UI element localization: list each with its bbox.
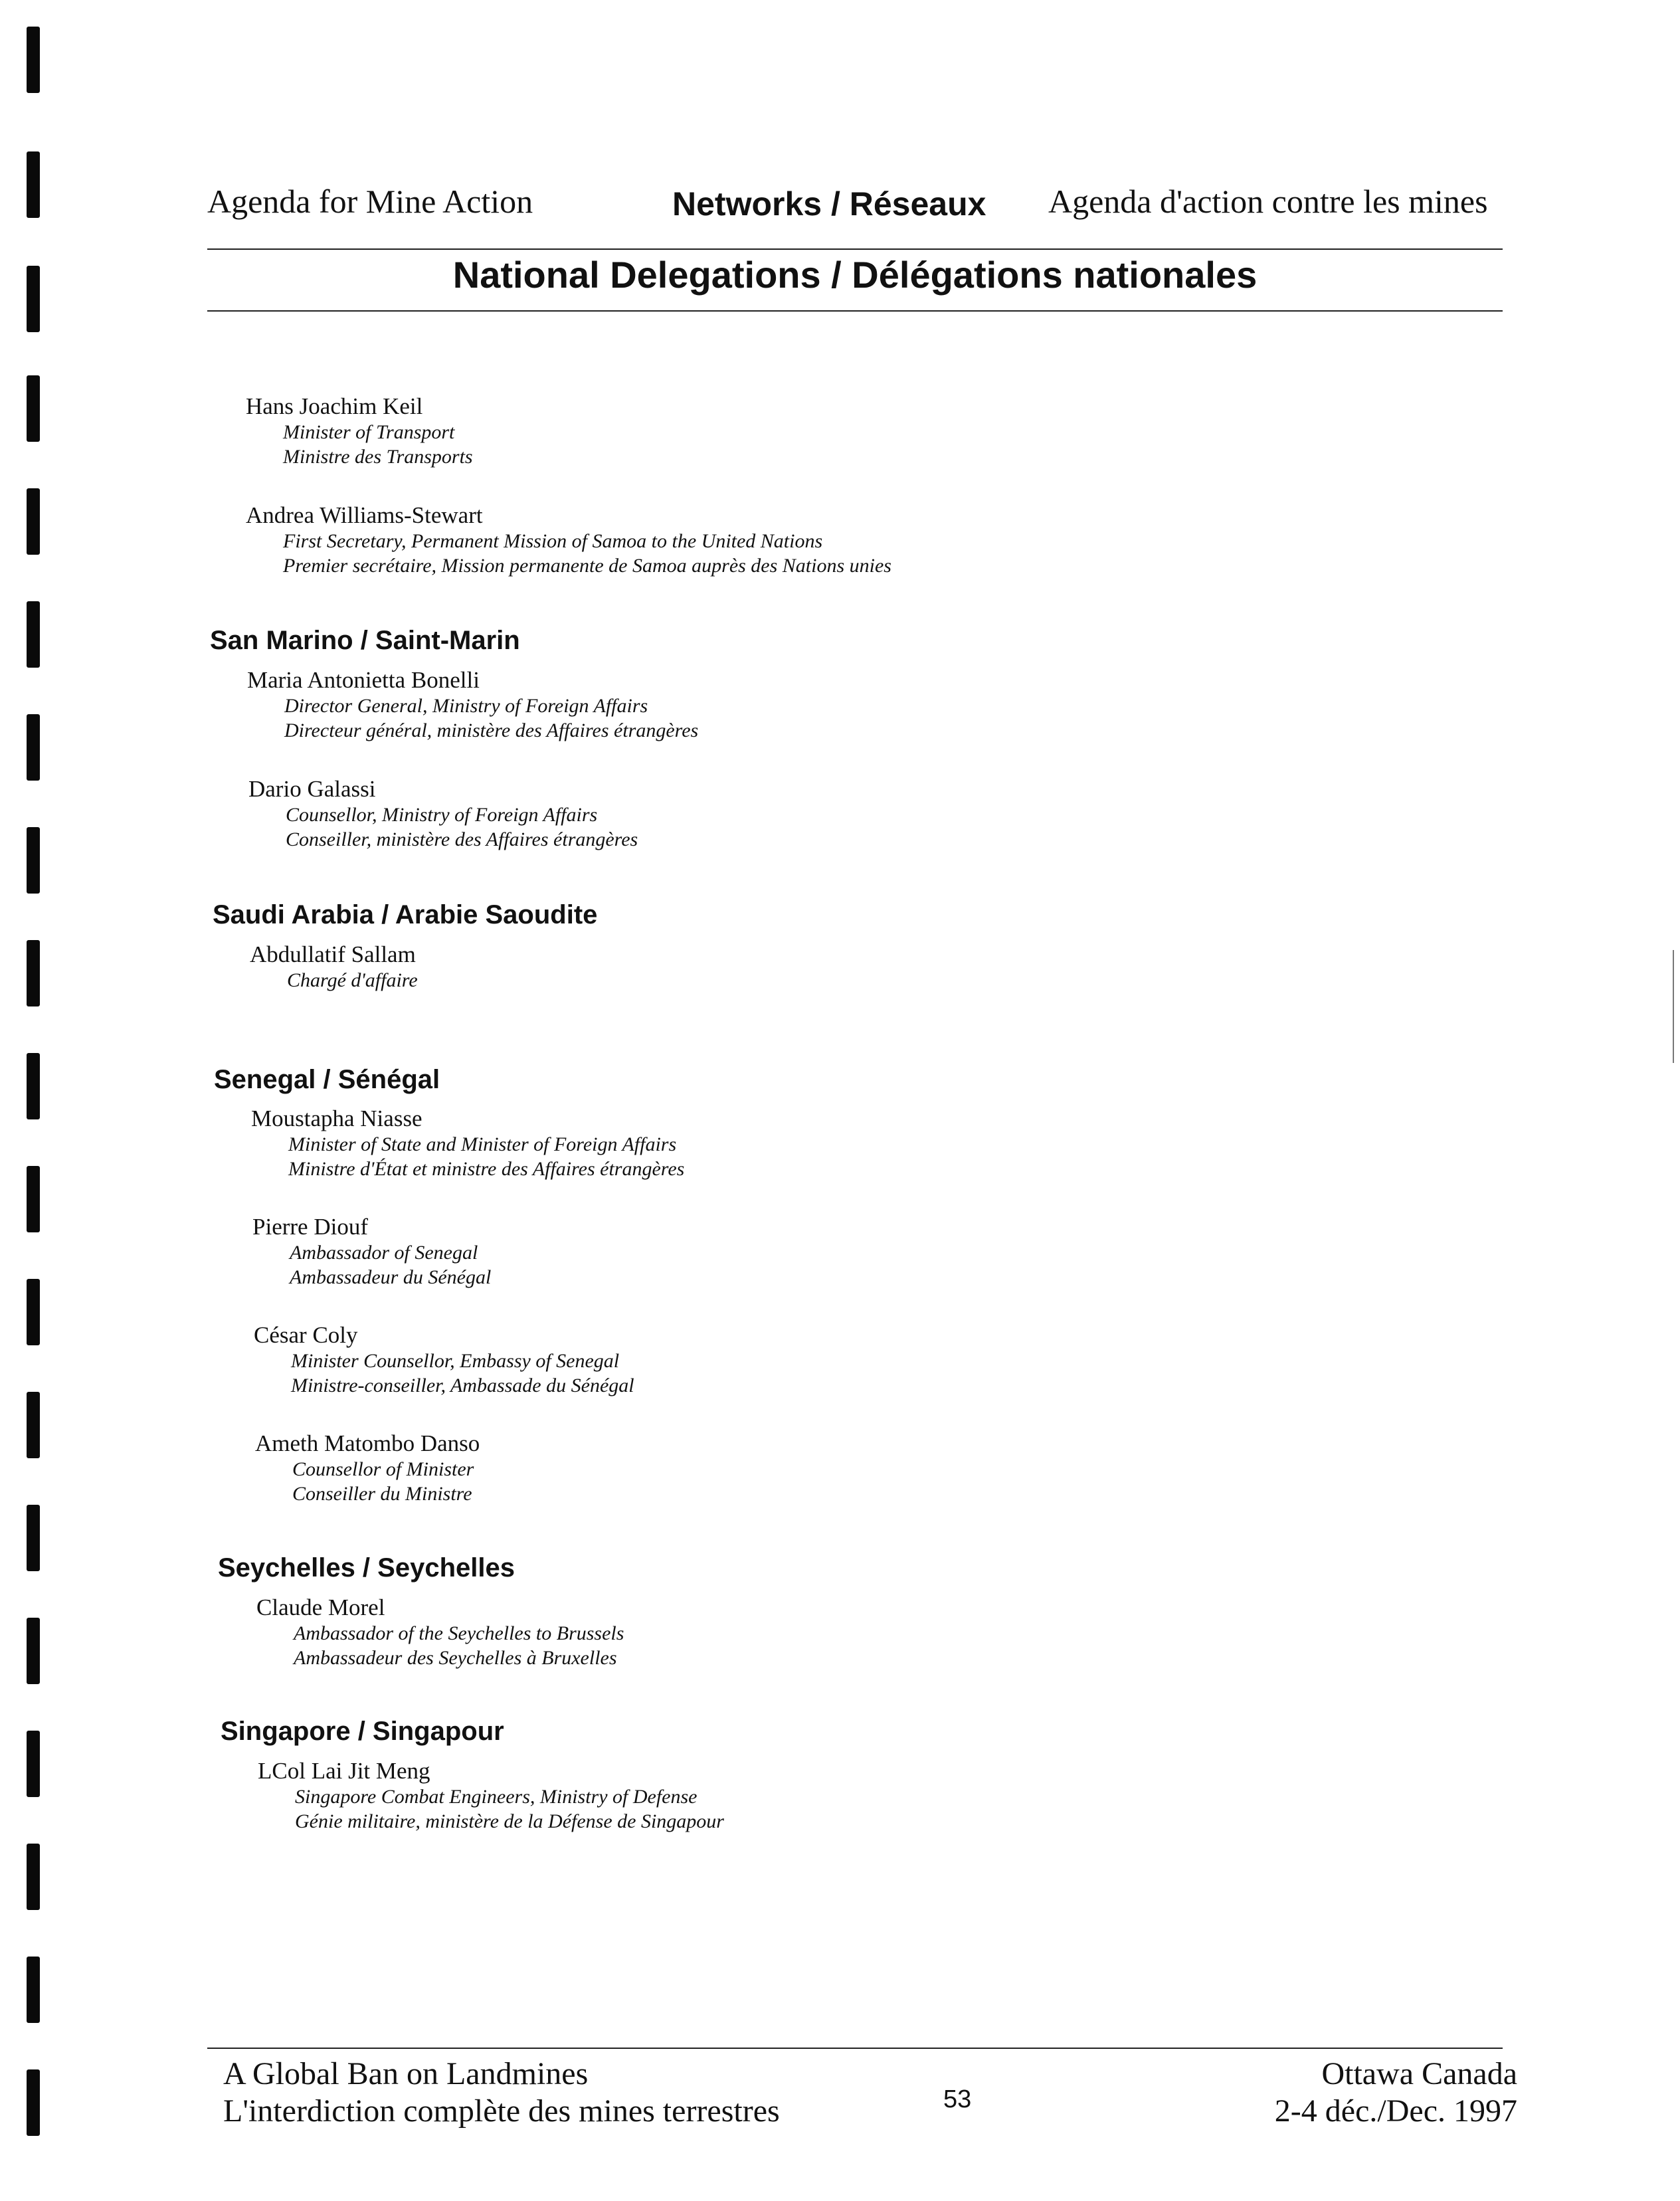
delegate-name: César Coly — [254, 1322, 358, 1348]
footer-rule — [207, 2048, 1503, 2049]
punch-mark — [27, 1618, 40, 1684]
delegate-role-fr: Ambassadeur des Seychelles à Bruxelles — [294, 1647, 617, 1669]
delegate-role-fr: Directeur général, ministère des Affaires étrangères — [284, 719, 699, 741]
punch-mark — [27, 1166, 40, 1232]
delegate-entry — [246, 393, 473, 469]
delegate-role-en: Minister Counsellor, Embassy of Senegal — [291, 1350, 620, 1372]
delegate-role-en: First Secretary, Permanent Mission of Samoa to the United Nations — [283, 530, 823, 552]
header-section-title: Networks / Réseaux — [672, 185, 986, 223]
delegate-role-en: Minister of Transport — [283, 421, 455, 443]
delegate-role-fr: Ministre-conseiller, Ambassade du Sénégal — [291, 1375, 634, 1396]
punch-mark — [27, 488, 40, 555]
punch-mark — [27, 1957, 40, 2023]
delegate-name: Hans Joachim Keil — [246, 393, 423, 419]
punch-mark — [27, 827, 40, 894]
delegate-name: Ameth Matombo Danso — [255, 1430, 480, 1456]
delegate-role-en: Ambassador of the Seychelles to Brussels — [294, 1622, 624, 1644]
punch-mark — [27, 375, 40, 442]
delegate-name: Moustapha Niasse — [251, 1105, 422, 1131]
punch-mark — [27, 266, 40, 332]
title-rule — [207, 310, 1503, 312]
delegate-entry — [258, 1758, 724, 1834]
header-left-title: Agenda for Mine Action — [207, 183, 533, 220]
punch-mark — [27, 1392, 40, 1458]
page-number: 53 — [943, 2085, 972, 2113]
delegate-role-fr: Ministre d'État et ministre des Affaires étrangères — [288, 1158, 685, 1180]
footer-dates: 2-4 déc./Dec. 1997 — [1274, 2093, 1517, 2129]
delegate-role-fr: Ministre des Transports — [283, 446, 473, 468]
country-heading: Seychelles / Seychelles — [218, 1553, 515, 1582]
footer-left — [223, 2056, 780, 2130]
country-heading: Saudi Arabia / Arabie Saoudite — [213, 900, 598, 929]
delegate-entry — [248, 776, 638, 852]
delegate-entry — [256, 1594, 624, 1670]
delegate-name: Andrea Williams-Stewart — [246, 502, 483, 528]
punch-mark — [27, 601, 40, 668]
delegate-role-en: Singapore Combat Engineers, Ministry of Defense — [295, 1786, 698, 1808]
punch-mark — [27, 1505, 40, 1571]
punch-mark — [27, 940, 40, 1006]
delegate-role-fr: Premier secrétaire, Mission permanente de Samoa auprès des Nations unies — [283, 555, 891, 577]
country-heading: Singapore / Singapour — [221, 1717, 504, 1746]
country-heading: Senegal / Sénégal — [214, 1065, 440, 1094]
footer-right — [1196, 2056, 1517, 2130]
delegate-role-en: Chargé d'affaire — [287, 969, 418, 991]
header-rule — [207, 248, 1503, 250]
delegate-entry — [252, 1214, 491, 1290]
delegate-role-en: Ambassador of Senegal — [290, 1242, 478, 1264]
delegate-name: LCol Lai Jit Meng — [258, 1758, 430, 1784]
delegate-role-en: Minister of State and Minister of Foreign Affairs — [288, 1133, 677, 1155]
delegate-role-fr: Conseiller, ministère des Affaires étrangères — [286, 828, 638, 850]
delegate-name: Claude Morel — [256, 1594, 385, 1620]
delegate-role-en: Counsellor, Ministry of Foreign Affairs — [286, 804, 598, 826]
punch-mark — [27, 1731, 40, 1797]
delegate-name: Dario Galassi — [248, 776, 376, 802]
delegate-name: Maria Antonietta Bonelli — [247, 667, 480, 693]
footer-location: Ottawa Canada — [1321, 2056, 1517, 2091]
delegate-entry — [255, 1430, 480, 1506]
punch-mark — [27, 714, 40, 781]
delegate-role-fr: Ambassadeur du Sénégal — [290, 1266, 492, 1288]
punch-mark — [27, 1279, 40, 1345]
delegate-entry — [251, 1105, 684, 1181]
header-right-title: Agenda d'action contre les mines — [1048, 183, 1488, 220]
delegate-name: Abdullatif Sallam — [250, 941, 416, 967]
delegate-role-fr: Conseiller du Ministre — [292, 1483, 472, 1505]
country-heading: San Marino / Saint-Marin — [210, 626, 520, 655]
delegate-role-en: Director General, Ministry of Foreign Affairs — [284, 695, 648, 717]
delegate-name: Pierre Diouf — [252, 1214, 368, 1240]
delegate-role-en: Counsellor of Minister — [292, 1458, 474, 1480]
footer-title-fr: L'interdiction complète des mines terrestres — [223, 2093, 780, 2129]
punch-mark — [27, 1053, 40, 1119]
delegate-entry — [247, 667, 698, 743]
delegate-role-fr: Génie militaire, ministère de la Défense de Singapour — [295, 1810, 724, 1832]
delegate-entry — [250, 941, 418, 993]
punch-mark — [27, 2069, 40, 2136]
scan-edge-line — [1673, 950, 1674, 1063]
page-title: National Delegations / Délégations nationales — [452, 254, 1258, 296]
punch-mark — [27, 151, 40, 218]
footer-title-en: A Global Ban on Landmines — [223, 2056, 589, 2091]
punch-mark — [27, 27, 40, 93]
punch-mark — [27, 1844, 40, 1910]
delegate-entry — [246, 502, 891, 578]
delegate-entry — [254, 1322, 634, 1398]
